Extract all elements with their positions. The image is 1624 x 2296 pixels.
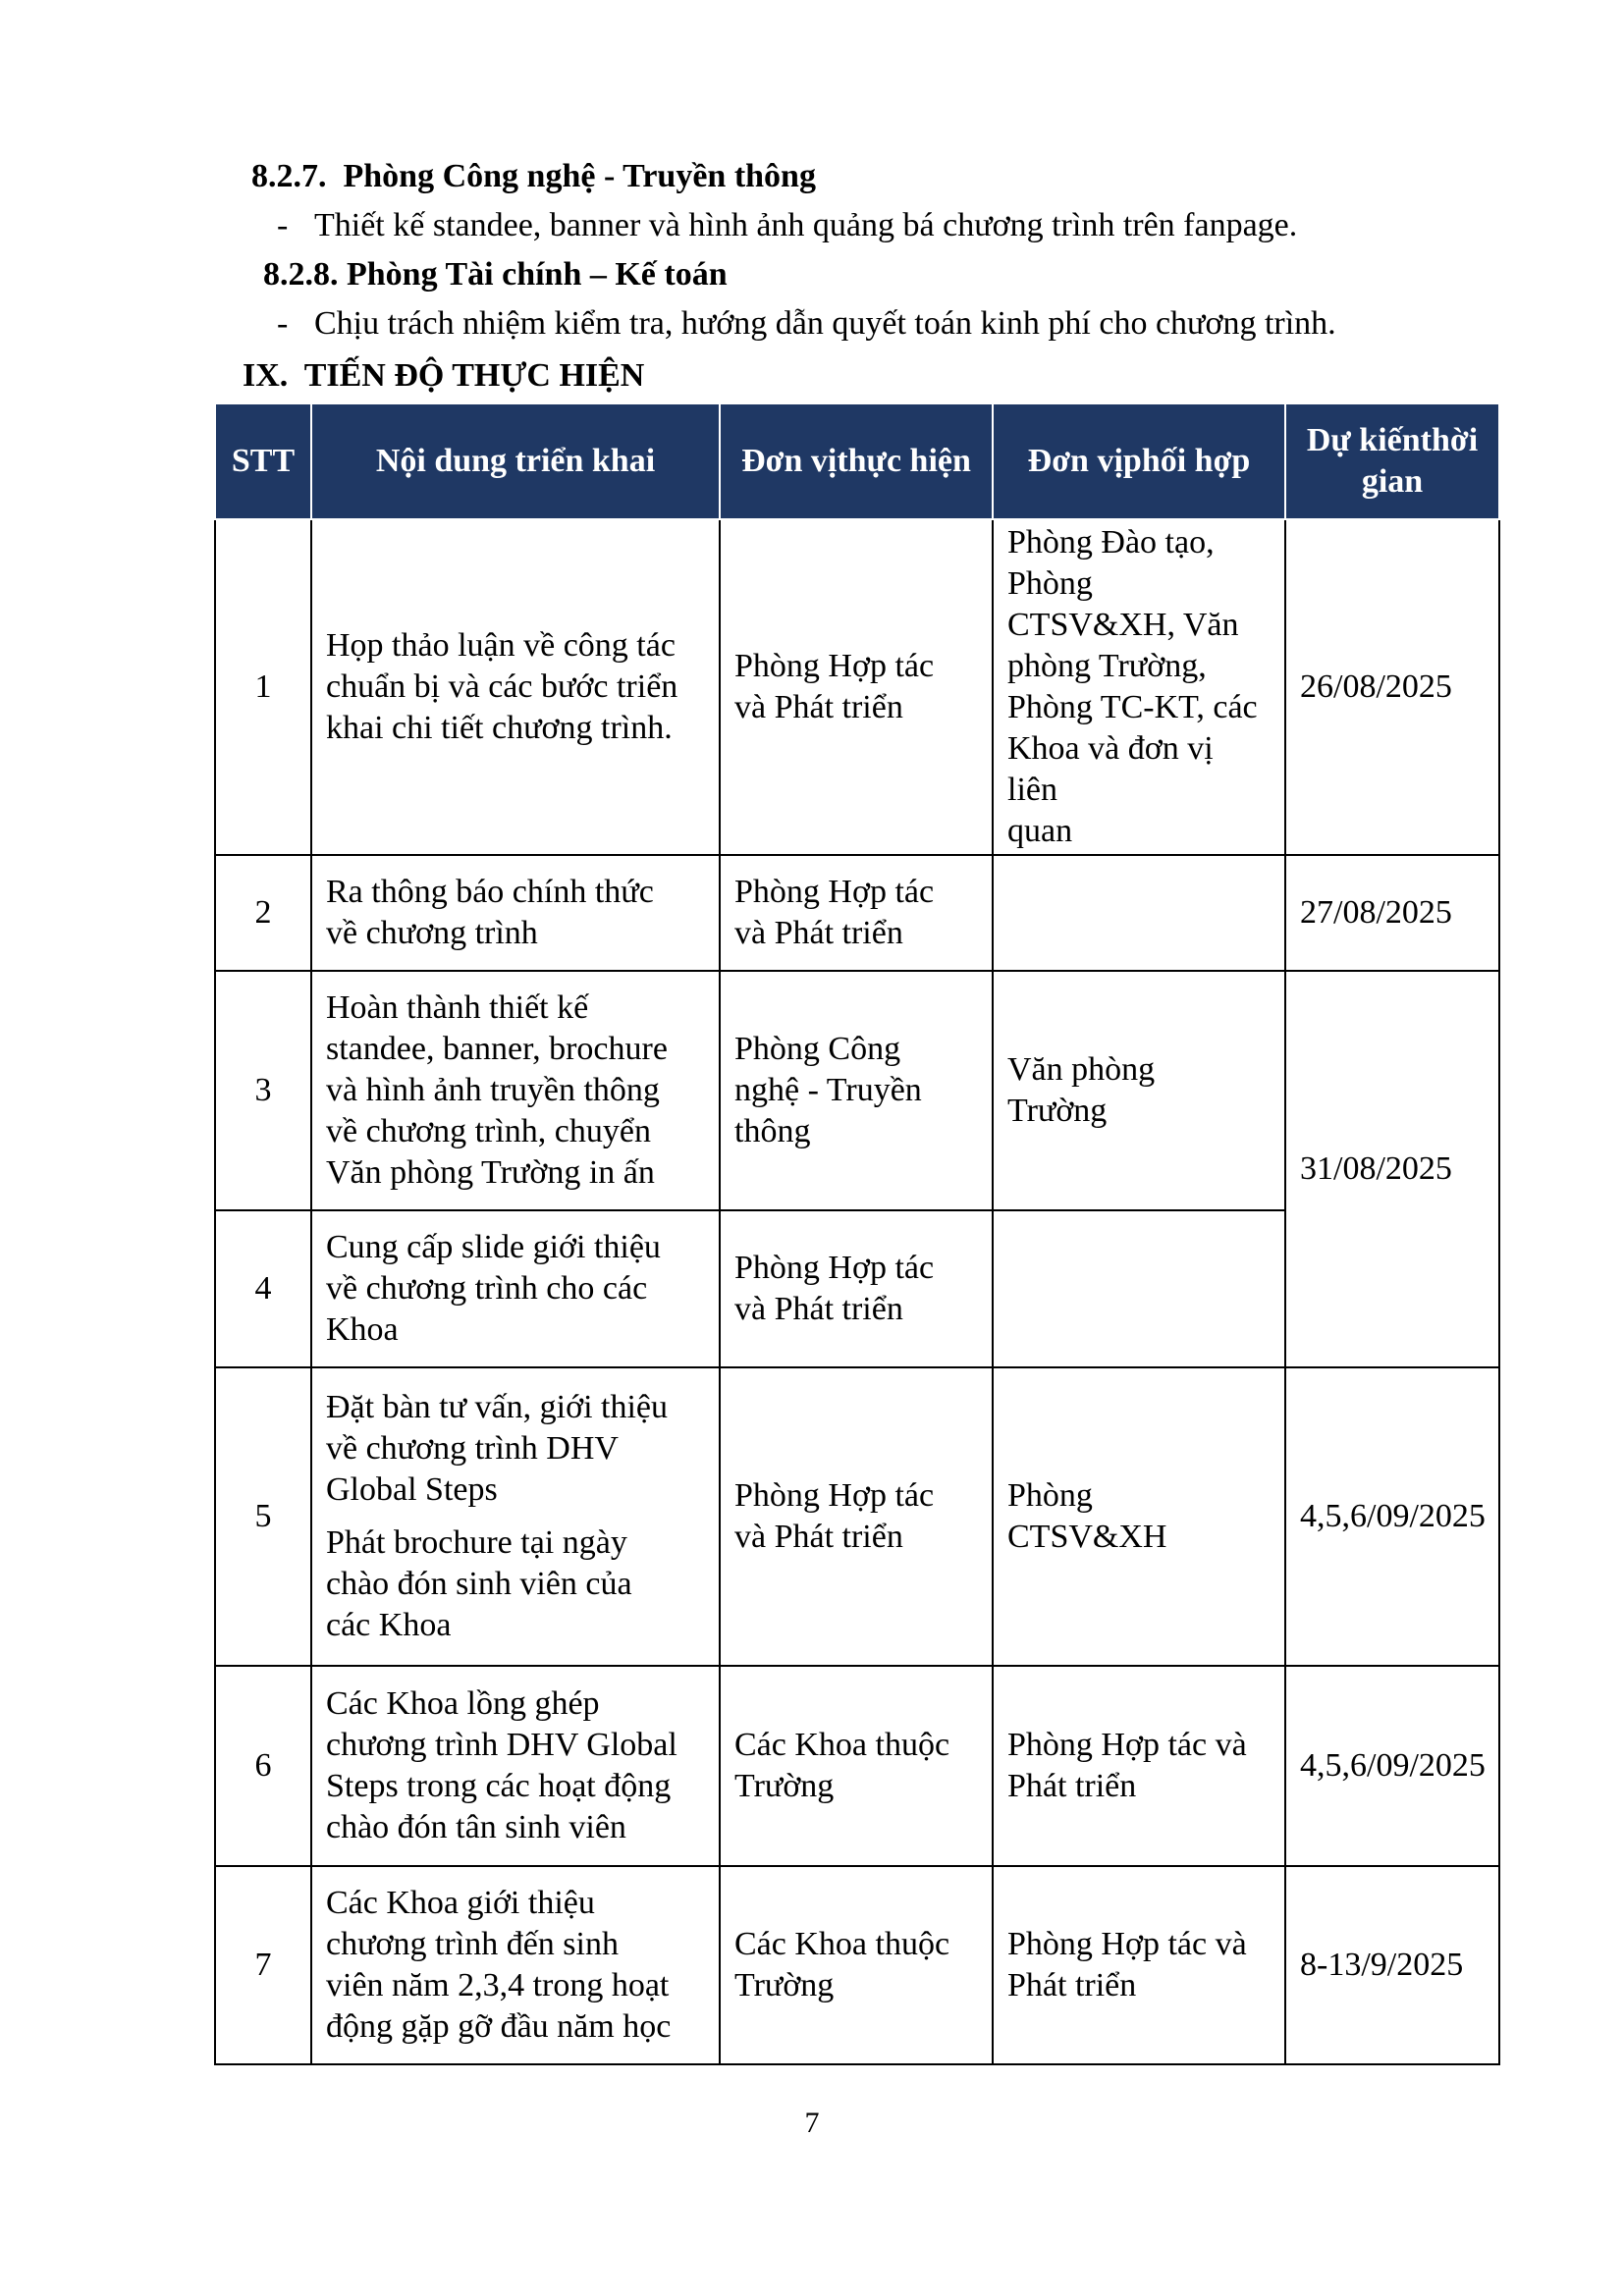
row-content: Các Khoa lồng ghép chương trình DHV Global Steps trong các hoạt động chào đón tân sinh viên xyxy=(311,1666,720,1866)
heading-title: TIẾN ĐỘ THỰC HIỆN xyxy=(303,357,645,394)
heading-8-2-7 xyxy=(251,157,816,196)
row-time: 26/08/2025 xyxy=(1285,519,1499,855)
header-time: Dự kiếnthời gian xyxy=(1285,403,1499,519)
row-time: 27/08/2025 xyxy=(1285,855,1499,971)
row-content: Đặt bàn tư vấn, giới thiệu về chương trình DHV Global Steps Phát brochure tại ngày chào đón sinh viên của các Khoa xyxy=(311,1367,720,1666)
row-stt: 3 xyxy=(215,971,311,1210)
row-content: Các Khoa giới thiệu chương trình đến sinh viên năm 2,3,4 trong hoạt động gặp gỡ đầu năm học xyxy=(311,1866,720,2064)
header-coord: Đơn vịphối hợp xyxy=(993,403,1285,519)
heading-number: IX. xyxy=(243,357,289,394)
row-stt: 5 xyxy=(215,1367,311,1666)
row-coord: Phòng Đào tạo, Phòng CTSV&XH, Văn phòng Trường, Phòng TC-KT, các Khoa và đơn vị liên quan xyxy=(993,519,1285,855)
table-header-row xyxy=(215,403,1499,519)
row-unit: Các Khoa thuộc Trường xyxy=(720,1866,993,2064)
row-stt: 6 xyxy=(215,1666,311,1866)
row-unit: Phòng Hợp tác và Phát triển xyxy=(720,1367,993,1666)
row-coord: Phòng Hợp tác và Phát triển xyxy=(993,1666,1285,1866)
row-content: Họp thảo luận về công tác chuẩn bị và các bước triển khai chi tiết chương trình. xyxy=(311,519,720,855)
heading-title: Phòng Tài chính – Kế toán xyxy=(347,256,728,293)
row-unit: Các Khoa thuộc Trường xyxy=(720,1666,993,1866)
row-content: Hoàn thành thiết kế standee, banner, brochure và hình ảnh truyền thông về chương trình, chuyển Văn phòng Trường in ấn xyxy=(311,971,720,1210)
page-number: 7 xyxy=(804,2107,820,2139)
row-content: Cung cấp slide giới thiệu về chương trình cho các Khoa xyxy=(311,1210,720,1367)
row-coord: Văn phòng Trường xyxy=(993,971,1285,1210)
row-content: Ra thông báo chính thức về chương trình xyxy=(311,855,720,971)
row-time: 8-13/9/2025 xyxy=(1285,1866,1499,2064)
bullet-dash: - xyxy=(277,305,289,342)
table-row xyxy=(215,971,1499,1210)
heading-section-9 xyxy=(243,356,644,396)
row-stt: 4 xyxy=(215,1210,311,1367)
table-row xyxy=(215,1367,1499,1666)
heading-title: Phòng Công nghệ - Truyền thông xyxy=(343,158,816,194)
heading-number: 8.2.7. xyxy=(251,158,327,194)
bullet-text: Thiết kế standee, banner và hình ảnh quảng bá chương trình trên fanpage. xyxy=(314,207,1298,243)
row-stt: 2 xyxy=(215,855,311,971)
heading-8-2-8 xyxy=(263,255,728,294)
table-row xyxy=(215,1666,1499,1866)
header-content: Nội dung triển khai xyxy=(311,403,720,519)
row-coord: Phòng CTSV&XH xyxy=(993,1367,1285,1666)
table-row xyxy=(215,519,1499,855)
row-coord: Phòng Hợp tác và Phát triển xyxy=(993,1866,1285,2064)
schedule-table xyxy=(214,402,1500,2065)
heading-number: 8.2.8. xyxy=(263,256,339,293)
bullet-text: Chịu trách nhiệm kiểm tra, hướng dẫn quyết toán kinh phí cho chương trình. xyxy=(314,305,1336,342)
bullet-dash: - xyxy=(277,207,289,243)
row-coord xyxy=(993,1210,1285,1367)
row-unit: Phòng Hợp tác và Phát triển xyxy=(720,855,993,971)
row-time: 4,5,6/09/2025 xyxy=(1285,1367,1499,1666)
table-row xyxy=(215,1866,1499,2064)
row-unit: Phòng Hợp tác và Phát triển xyxy=(720,1210,993,1367)
row-stt: 7 xyxy=(215,1866,311,2064)
row-stt: 1 xyxy=(215,519,311,855)
row-time: 31/08/2025 xyxy=(1285,971,1499,1367)
row-unit: Phòng Công nghệ - Truyền thông xyxy=(720,971,993,1210)
row-time: 4,5,6/09/2025 xyxy=(1285,1666,1499,1866)
row-coord xyxy=(993,855,1285,971)
row-unit: Phòng Hợp tác và Phát triển xyxy=(720,519,993,855)
header-unit: Đơn vịthực hiện xyxy=(720,403,993,519)
table-row xyxy=(215,855,1499,971)
header-stt: STT xyxy=(215,403,311,519)
